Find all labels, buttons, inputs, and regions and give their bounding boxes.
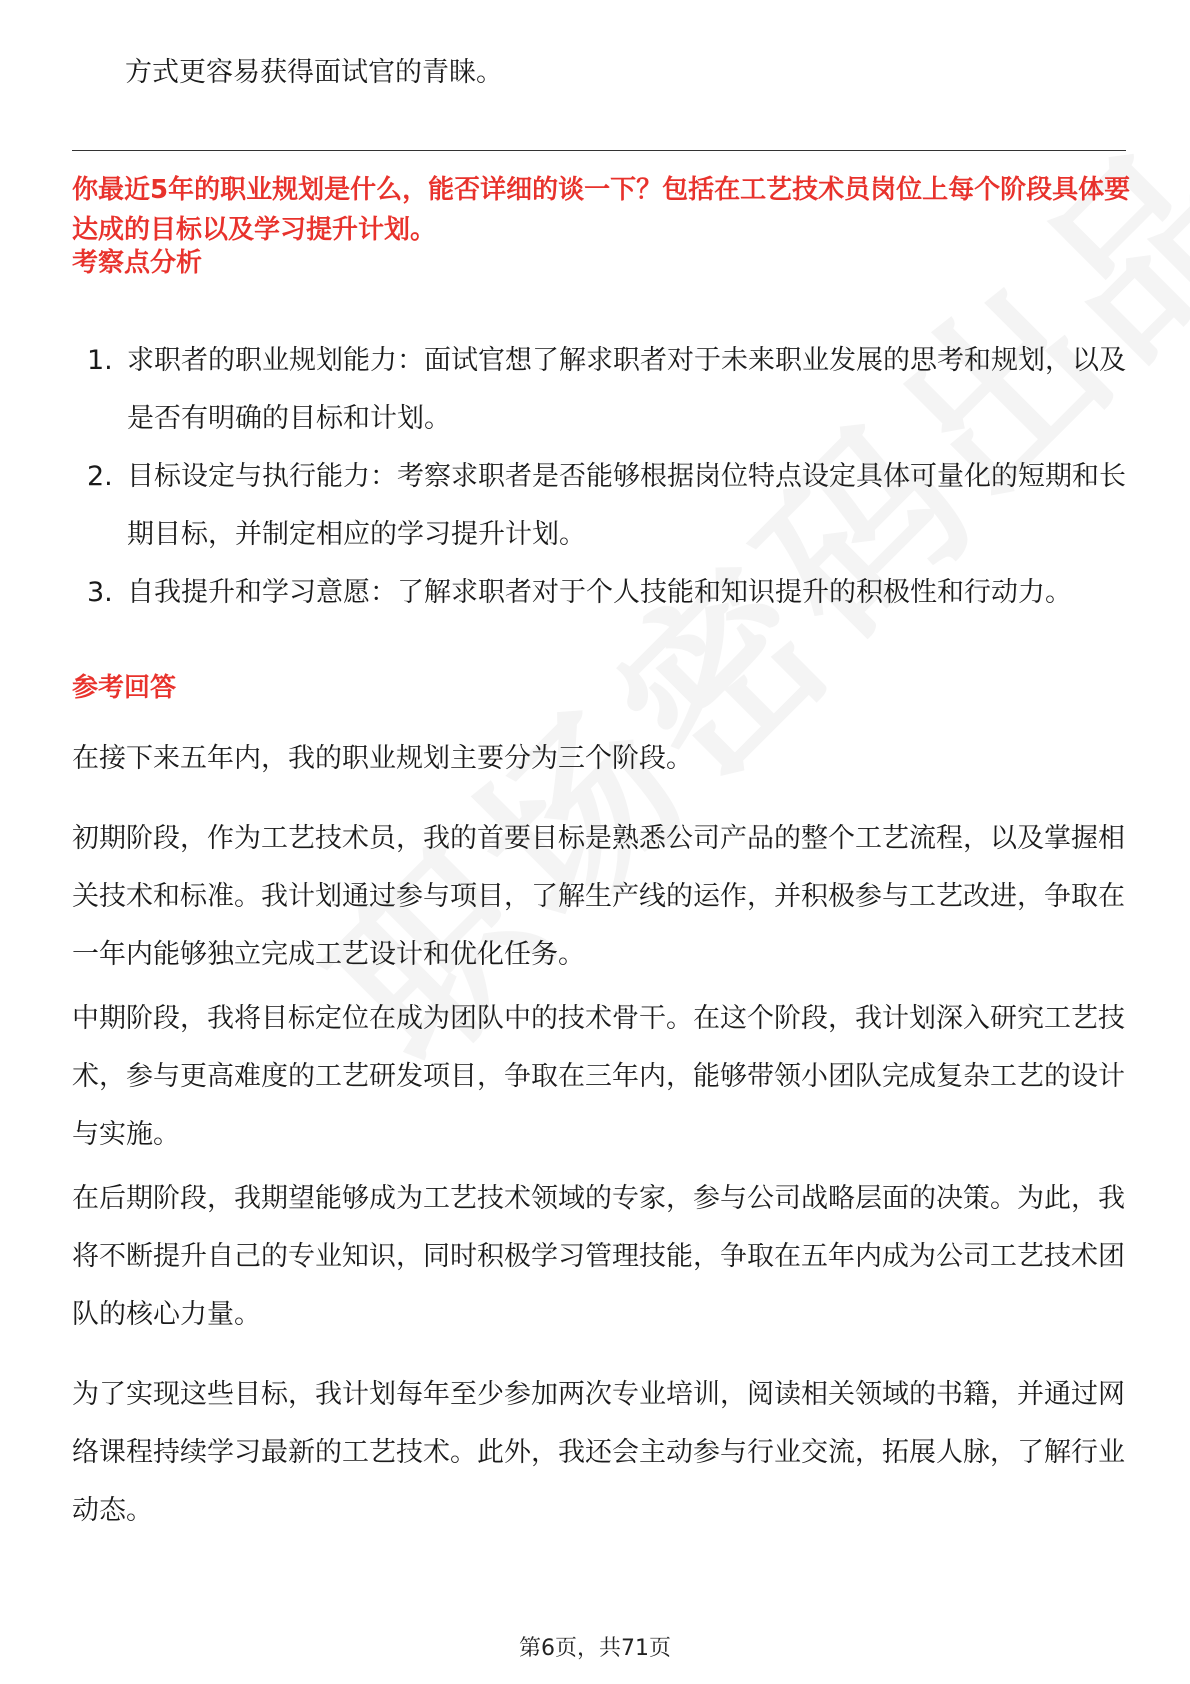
interview-question: 你最近5年的职业规划是什么，能否详细的谈一下？包括在工艺技术员岗位上每个阶段具体要达成的目标以及学习提升计划。 [72, 175, 1131, 245]
point-text: 求职者的职业规划能力：面试官想了解求职者对于未来职业发展的思考和规划，以及是否有明确的目标和计划。 [127, 345, 1126, 434]
analysis-title: 考察点分析 [72, 248, 203, 278]
analysis-point [72, 564, 1132, 622]
answer-paragraph: 在后期阶段，我期望能够成为工艺技术领域的专家，参与公司战略层面的决策。为此，我将不断提升自己的专业知识，同时积极学习管理技能，争取在五年内成为公司工艺技术团队的核心力量。 [72, 1183, 1125, 1330]
point-text: 目标设定与执行能力：考察求职者是否能够根据岗位特点设定具体可量化的短期和长期目标，并制定相应的学习提升计划。 [127, 461, 1126, 550]
answer-paragraph: 为了实现这些目标，我计划每年至少参加两次专业培训，阅读相关领域的书籍，并通过网络课程持续学习最新的工艺技术。此外，我还会主动参与行业交流，拓展人脉，了解行业动态。 [72, 1379, 1125, 1526]
point-text: 自我提升和学习意愿：了解求职者对于个人技能和知识提升的积极性和行动力。 [127, 577, 1072, 608]
answer-title: 参考回答 [72, 673, 177, 703]
point-number: 3. [87, 577, 113, 608]
answer-paragraph: 初期阶段，作为工艺技术员，我的首要目标是熟悉公司产品的整个工艺流程，以及掌握相关技术和标准。我计划通过参与项目，了解生产线的运作，并积极参与工艺改进，争取在一年内能够独立完成工艺设计和优化任务。 [72, 823, 1125, 970]
analysis-points [72, 332, 1132, 622]
answer-paragraph: 中期阶段，我将目标定位在成为团队中的技术骨干。在这个阶段，我计划深入研究工艺技术，参与更高难度的工艺研发项目，争取在三年内，能够带领小团队完成复杂工艺的设计与实施。 [72, 1003, 1125, 1150]
page-number: 第6页，共71页 [519, 1636, 671, 1661]
analysis-point [72, 448, 1132, 564]
point-number: 1. [87, 345, 113, 376]
analysis-point [72, 332, 1132, 448]
answer-paragraph: 在接下来五年内，我的职业规划主要分为三个阶段。 [72, 743, 693, 774]
section-divider [72, 150, 1126, 151]
point-number: 2. [87, 461, 113, 492]
continuation-text: 方式更容易获得面试官的青睐。 [125, 57, 503, 88]
